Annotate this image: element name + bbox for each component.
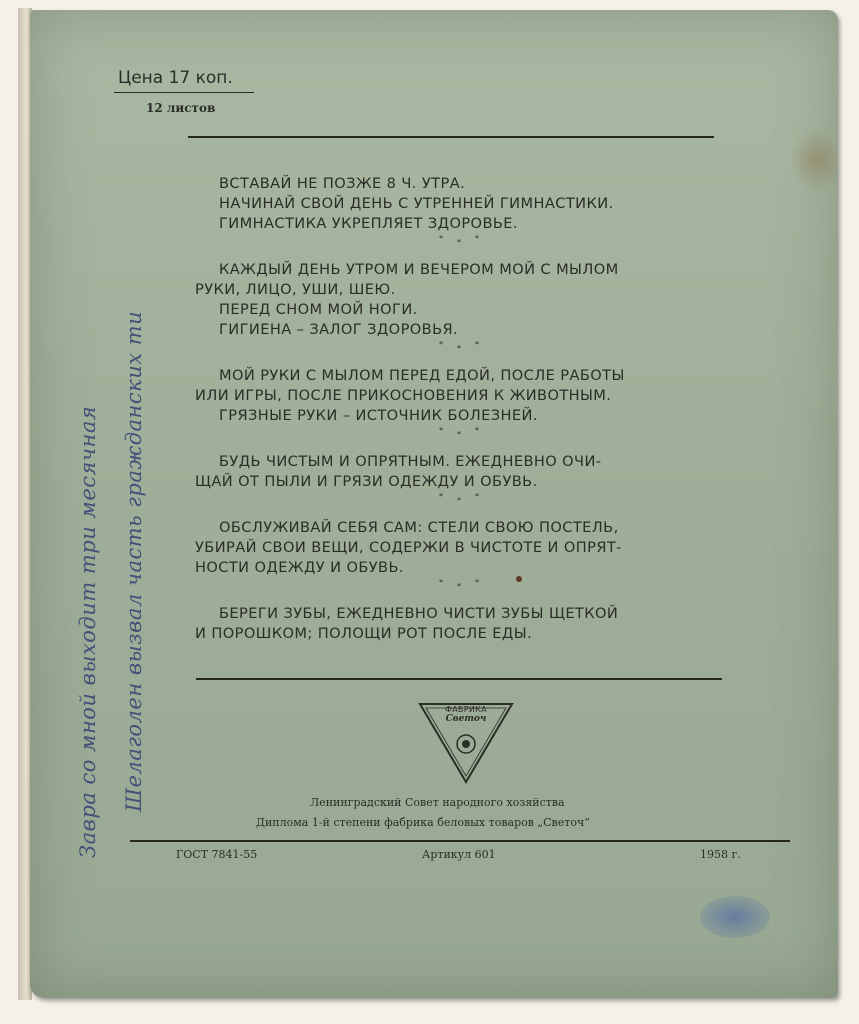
rule-line: УБИРАЙ СВОИ ВЕЩИ, СОДЕРЖИ В ЧИСТОТЕ И ОПРЯТ- — [195, 539, 622, 556]
footer-organization: Ленинградский Совет народного хозяйства — [310, 796, 565, 809]
footer-article: Артикул 601 — [422, 848, 496, 861]
rule-line: ИЛИ ИГРЫ, ПОСЛЕ ПРИКОСНОВЕНИЯ К ЖИВОТНЫМ. — [195, 387, 612, 404]
rule-paragraph — [195, 604, 725, 644]
footer-diploma: Диплома 1-й степени фабрика беловых товаров „Светоч“ — [256, 816, 590, 829]
asterism-separator: * * * — [439, 340, 480, 353]
rule-line: БЕРЕГИ ЗУБЫ, ЕЖЕДНЕВНО ЧИСТИ ЗУБЫ ЩЕТКОЙ — [219, 605, 619, 622]
rule-paragraph — [195, 366, 725, 426]
rule-line: РУКИ, ЛИЦО, УШИ, ШЕЮ. — [195, 281, 396, 298]
asterism-separator: * * * — [439, 578, 480, 591]
emblem-factory-label: ФАБРИКА — [445, 705, 487, 714]
rule-line: КАЖДЫЙ ДЕНЬ УТРОМ И ВЕЧЕРОМ МОЙ С МЫЛОМ — [219, 261, 619, 278]
rule-line: НАЧИНАЙ СВОЙ ДЕНЬ С УТРЕННЕЙ ГИМНАСТИКИ. — [219, 195, 614, 212]
price-underline — [114, 92, 254, 93]
rule-line: МОЙ РУКИ С МЫЛОМ ПЕРЕД ЕДОЙ, ПОСЛЕ РАБОТЫ — [219, 367, 625, 384]
bottom-divider — [196, 678, 722, 680]
handwritten-note-2: Шелаголен вызвал часть гражданских ти — [122, 310, 146, 812]
rule-line: БУДЬ ЧИСТЫМ И ОПРЯТНЫМ. ЕЖЕДНЕВНО ОЧИ- — [219, 453, 602, 470]
footer-year: 1958 г. — [700, 848, 741, 861]
rule-line: ПЕРЕД СНОМ МОЙ НОГИ. — [219, 301, 418, 318]
rule-line: ГРЯЗНЫЕ РУКИ – ИСТОЧНИК БОЛЕЗНЕЙ. — [219, 407, 538, 424]
rule-paragraph — [195, 518, 725, 578]
age-stain — [792, 130, 838, 190]
sheet-count: 12 листов — [146, 101, 216, 115]
asterism-separator: * * * — [439, 492, 480, 505]
rule-line: ВСТАВАЙ НЕ ПОЗЖЕ 8 Ч. УТРА. — [219, 175, 466, 192]
rule-paragraph — [195, 174, 725, 234]
ink-stain — [700, 896, 770, 938]
rule-line: ГИГИЕНА – ЗАЛОГ ЗДОРОВЬЯ. — [219, 321, 459, 338]
rule-line: НОСТИ ОДЕЖДУ И ОБУВЬ. — [195, 559, 404, 576]
asterism-separator: * * * — [439, 234, 480, 247]
emblem-brand-label: Светоч — [445, 714, 487, 724]
rule-line: ЩАЙ ОТ ПЫЛИ И ГРЯЗИ ОДЕЖДУ И ОБУВЬ. — [195, 473, 538, 490]
spot-mark — [516, 576, 522, 582]
rule-line: И ПОРОШКОМ; ПОЛОЩИ РОТ ПОСЛЕ ЕДЫ. — [195, 625, 533, 642]
rule-line: ОБСЛУЖИВАЙ СЕБЯ САМ: СТЕЛИ СВОЮ ПОСТЕЛЬ, — [219, 519, 619, 536]
footer-divider — [130, 840, 790, 842]
rule-paragraph — [195, 452, 725, 492]
asterism-separator: * * * — [439, 426, 480, 439]
footer-gost: ГОСТ 7841-55 — [176, 848, 258, 861]
notebook-cover — [30, 10, 838, 998]
price-block — [118, 68, 233, 88]
rule-paragraph — [195, 260, 725, 340]
hygiene-rules — [195, 174, 725, 644]
top-divider — [188, 136, 714, 138]
rule-line: ГИМНАСТИКА УКРЕПЛЯЕТ ЗДОРОВЬЕ. — [219, 215, 518, 232]
price-label: Цена 17 коп. — [118, 68, 233, 88]
handwritten-note-1: Завра со мной выходит три месячная — [76, 405, 100, 858]
